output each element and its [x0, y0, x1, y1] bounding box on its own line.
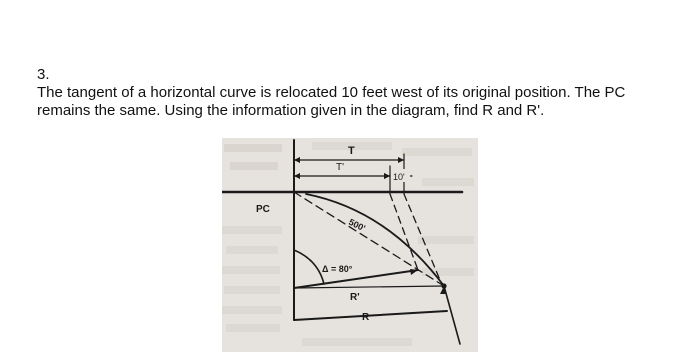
label-t-prime: T': [336, 162, 345, 173]
curve-diagram-svg: [222, 138, 478, 352]
problem-statement: The tangent of a horizontal curve is relocated 10 feet west of its original position. The PC remains the same. Using the information given in the diagram, find R and R'.: [37, 84, 626, 119]
label-r-prime: R': [350, 292, 360, 303]
label-delta: Δ = 80°: [322, 264, 353, 274]
problem-number: 3.: [37, 66, 50, 83]
curve-diagram: [222, 138, 478, 352]
scan-background: [222, 138, 478, 352]
pt-point: [441, 283, 446, 288]
label-pc: PC: [256, 204, 270, 215]
label-t: T: [348, 145, 355, 157]
label-chord: 500': [347, 216, 367, 234]
label-r: R: [362, 312, 370, 323]
label-offset: 10': [393, 172, 405, 182]
